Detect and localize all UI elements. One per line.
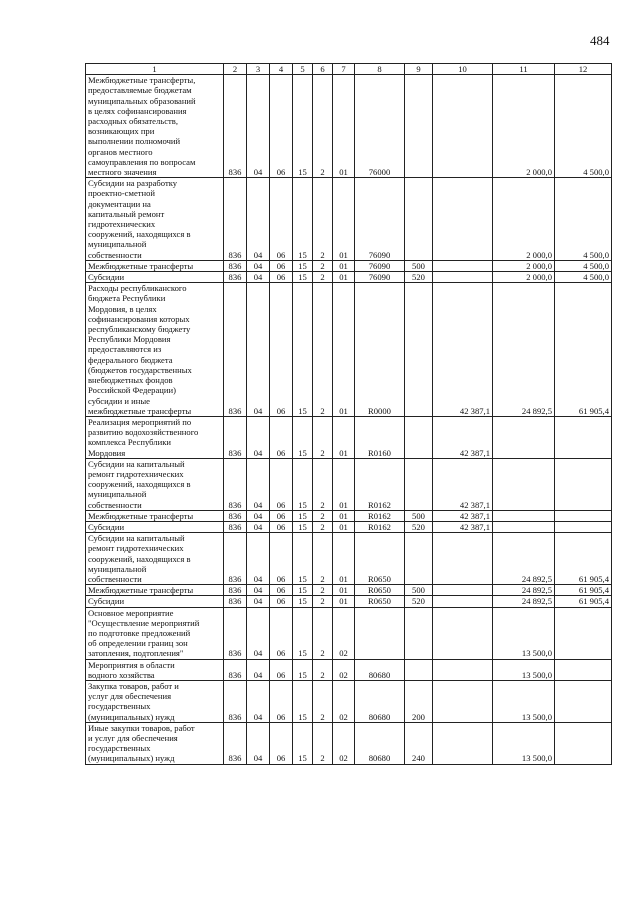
cell-col-6: 2 (313, 272, 333, 283)
row-description: Расходы республиканского бюджета Республики Мордовия, в целях софинансирования которых республиканскому бюджету Республики Мордовия предоставляются из федерального бюджета (бюджетов государственных внебюджетных фондов Российской Федерации) субсидии и иные межбюджетные трансферты (86, 283, 224, 417)
column-header-5: 5 (293, 64, 313, 75)
column-header-8: 8 (355, 64, 405, 75)
row-description: Субсидии (86, 272, 224, 283)
page-number: 484 (590, 33, 610, 48)
cell-col-12: 61 905,4 (555, 533, 612, 585)
cell-col-9: 500 (405, 260, 433, 271)
cell-col-7: 01 (333, 521, 355, 532)
cell-col-9: 200 (405, 680, 433, 722)
cell-col-12 (555, 458, 612, 510)
cell-col-8: R0650 (355, 585, 405, 596)
cell-col-3: 04 (247, 260, 270, 271)
cell-col-5: 15 (293, 659, 313, 680)
cell-col-2: 836 (224, 607, 247, 659)
cell-col-4: 06 (270, 458, 293, 510)
cell-col-2: 836 (224, 283, 247, 417)
cell-col-2: 836 (224, 680, 247, 722)
column-header-1: 1 (86, 64, 224, 75)
table-row (86, 659, 612, 680)
cell-col-3: 04 (247, 416, 270, 458)
cell-col-11: 2 000,0 (493, 75, 555, 178)
cell-col-7: 02 (333, 680, 355, 722)
cell-col-2: 836 (224, 596, 247, 607)
column-header-2: 2 (224, 64, 247, 75)
table-row (86, 521, 612, 532)
cell-col-9: 500 (405, 510, 433, 521)
table-row (86, 607, 612, 659)
row-description: Закупка товаров, работ и услуг для обеспечения государственных (муниципальных) нужд (86, 680, 224, 722)
cell-col-9: 240 (405, 722, 433, 764)
cell-col-6: 2 (313, 585, 333, 596)
cell-col-9 (405, 416, 433, 458)
cell-col-11: 2 000,0 (493, 272, 555, 283)
cell-col-3: 04 (247, 272, 270, 283)
cell-col-5: 15 (293, 533, 313, 585)
cell-col-7: 01 (333, 178, 355, 261)
cell-col-11: 13 500,0 (493, 680, 555, 722)
cell-col-11: 24 892,5 (493, 596, 555, 607)
cell-col-7: 01 (333, 596, 355, 607)
cell-col-8: R0160 (355, 416, 405, 458)
row-description: Межбюджетные трансферты (86, 585, 224, 596)
cell-col-3: 04 (247, 659, 270, 680)
cell-col-4: 06 (270, 272, 293, 283)
cell-col-2: 836 (224, 585, 247, 596)
cell-col-10 (433, 585, 493, 596)
cell-col-6: 2 (313, 596, 333, 607)
cell-col-2: 836 (224, 533, 247, 585)
cell-col-7: 01 (333, 585, 355, 596)
cell-col-2: 836 (224, 510, 247, 521)
row-description: Межбюджетные трансферты (86, 260, 224, 271)
cell-col-10: 42 387,1 (433, 458, 493, 510)
cell-col-3: 04 (247, 510, 270, 521)
cell-col-8: 76000 (355, 75, 405, 178)
table-row (86, 416, 612, 458)
table-row (86, 178, 612, 261)
cell-col-9: 500 (405, 585, 433, 596)
row-description: Межбюджетные трансферты, предоставляемые бюджетам муниципальных образований в целях софинансирования расходных обязательств, возникающих при выполнении полномочий органов местного самоуправления по вопросам местного значения (86, 75, 224, 178)
cell-col-12 (555, 722, 612, 764)
column-header-11: 11 (493, 64, 555, 75)
cell-col-11: 2 000,0 (493, 178, 555, 261)
cell-col-9 (405, 458, 433, 510)
cell-col-11 (493, 416, 555, 458)
cell-col-12: 4 500,0 (555, 272, 612, 283)
row-description: Иные закупки товаров, работ и услуг для обеспечения государственных (муниципальных) нужд (86, 722, 224, 764)
cell-col-12: 4 500,0 (555, 75, 612, 178)
cell-col-4: 06 (270, 607, 293, 659)
cell-col-3: 04 (247, 178, 270, 261)
cell-col-6: 2 (313, 722, 333, 764)
cell-col-5: 15 (293, 596, 313, 607)
cell-col-5: 15 (293, 585, 313, 596)
cell-col-7: 01 (333, 416, 355, 458)
cell-col-8: R0162 (355, 458, 405, 510)
row-description: Субсидии на разработку проектно-сметной документации на капитальный ремонт гидротехнических сооружений, находящихся в муниципальной собственности (86, 178, 224, 261)
cell-col-8: R0000 (355, 283, 405, 417)
budget-table (85, 63, 612, 765)
row-description: Субсидии на капитальный ремонт гидротехнических сооружений, находящихся в муниципальной собственности (86, 533, 224, 585)
cell-col-6: 2 (313, 75, 333, 178)
cell-col-7: 01 (333, 272, 355, 283)
column-header-3: 3 (247, 64, 270, 75)
cell-col-10: 42 387,1 (433, 416, 493, 458)
cell-col-12: 61 905,4 (555, 585, 612, 596)
table-row (86, 722, 612, 764)
table-row (86, 533, 612, 585)
cell-col-7: 01 (333, 283, 355, 417)
cell-col-12 (555, 521, 612, 532)
cell-col-5: 15 (293, 416, 313, 458)
cell-col-5: 15 (293, 680, 313, 722)
cell-col-6: 2 (313, 283, 333, 417)
cell-col-2: 836 (224, 260, 247, 271)
cell-col-11 (493, 458, 555, 510)
cell-col-2: 836 (224, 416, 247, 458)
cell-col-12: 61 905,4 (555, 283, 612, 417)
cell-col-10 (433, 272, 493, 283)
cell-col-12 (555, 416, 612, 458)
cell-col-3: 04 (247, 458, 270, 510)
row-description: Межбюджетные трансферты (86, 510, 224, 521)
cell-col-11: 2 000,0 (493, 260, 555, 271)
cell-col-4: 06 (270, 521, 293, 532)
row-description: Субсидии на капитальный ремонт гидротехнических сооружений, находящихся в муниципальной собственности (86, 458, 224, 510)
cell-col-11 (493, 510, 555, 521)
cell-col-5: 15 (293, 607, 313, 659)
cell-col-11: 24 892,5 (493, 283, 555, 417)
row-description: Реализация мероприятий по развитию водохозяйственного комплекса Республики Мордовия (86, 416, 224, 458)
cell-col-6: 2 (313, 521, 333, 532)
column-header-7: 7 (333, 64, 355, 75)
cell-col-6: 2 (313, 260, 333, 271)
cell-col-3: 04 (247, 75, 270, 178)
cell-col-11: 24 892,5 (493, 585, 555, 596)
cell-col-12 (555, 680, 612, 722)
cell-col-3: 04 (247, 533, 270, 585)
cell-col-7: 01 (333, 533, 355, 585)
cell-col-2: 836 (224, 458, 247, 510)
cell-col-3: 04 (247, 283, 270, 417)
cell-col-5: 15 (293, 722, 313, 764)
cell-col-6: 2 (313, 680, 333, 722)
cell-col-9: 520 (405, 596, 433, 607)
cell-col-8: R0650 (355, 596, 405, 607)
cell-col-5: 15 (293, 283, 313, 417)
table-row (86, 680, 612, 722)
cell-col-6: 2 (313, 178, 333, 261)
table-row (86, 75, 612, 178)
cell-col-2: 836 (224, 659, 247, 680)
cell-col-3: 04 (247, 680, 270, 722)
cell-col-3: 04 (247, 596, 270, 607)
cell-col-4: 06 (270, 680, 293, 722)
column-header-10: 10 (433, 64, 493, 75)
cell-col-7: 01 (333, 458, 355, 510)
cell-col-12: 4 500,0 (555, 260, 612, 271)
row-description: Основное мероприятие "Осуществление мероприятий по подготовке предложений об определении границ зон затопления, подтопления" (86, 607, 224, 659)
cell-col-10 (433, 596, 493, 607)
row-description: Субсидии (86, 521, 224, 532)
cell-col-11 (493, 521, 555, 532)
cell-col-9 (405, 178, 433, 261)
cell-col-2: 836 (224, 521, 247, 532)
cell-col-12: 4 500,0 (555, 178, 612, 261)
cell-col-10: 42 387,1 (433, 521, 493, 532)
cell-col-4: 06 (270, 533, 293, 585)
cell-col-7: 01 (333, 75, 355, 178)
cell-col-4: 06 (270, 585, 293, 596)
cell-col-10 (433, 533, 493, 585)
cell-col-4: 06 (270, 416, 293, 458)
cell-col-9: 520 (405, 521, 433, 532)
cell-col-7: 02 (333, 607, 355, 659)
cell-col-5: 15 (293, 521, 313, 532)
cell-col-11: 13 500,0 (493, 722, 555, 764)
cell-col-10: 42 387,1 (433, 510, 493, 521)
cell-col-10: 42 387,1 (433, 283, 493, 417)
table-row (86, 260, 612, 271)
cell-col-9: 520 (405, 272, 433, 283)
cell-col-4: 06 (270, 659, 293, 680)
cell-col-10 (433, 75, 493, 178)
cell-col-5: 15 (293, 75, 313, 178)
cell-col-10 (433, 680, 493, 722)
cell-col-12 (555, 607, 612, 659)
cell-col-11: 24 892,5 (493, 533, 555, 585)
table-row (86, 510, 612, 521)
cell-col-6: 2 (313, 416, 333, 458)
table-row (86, 585, 612, 596)
cell-col-6: 2 (313, 510, 333, 521)
cell-col-9 (405, 283, 433, 417)
cell-col-3: 04 (247, 521, 270, 532)
cell-col-9 (405, 659, 433, 680)
cell-col-3: 04 (247, 607, 270, 659)
table-row (86, 272, 612, 283)
row-description: Мероприятия в области водного хозяйства (86, 659, 224, 680)
cell-col-4: 06 (270, 178, 293, 261)
cell-col-2: 836 (224, 722, 247, 764)
cell-col-8: R0162 (355, 521, 405, 532)
cell-col-10 (433, 722, 493, 764)
cell-col-8: R0650 (355, 533, 405, 585)
cell-col-8: 80680 (355, 659, 405, 680)
cell-col-5: 15 (293, 272, 313, 283)
cell-col-11: 13 500,0 (493, 607, 555, 659)
cell-col-6: 2 (313, 533, 333, 585)
cell-col-7: 02 (333, 659, 355, 680)
cell-col-4: 06 (270, 722, 293, 764)
column-header-9: 9 (405, 64, 433, 75)
cell-col-8: 76090 (355, 272, 405, 283)
cell-col-8: 80680 (355, 680, 405, 722)
cell-col-5: 15 (293, 458, 313, 510)
cell-col-10 (433, 178, 493, 261)
cell-col-7: 01 (333, 510, 355, 521)
cell-col-8: 80680 (355, 722, 405, 764)
cell-col-8 (355, 607, 405, 659)
cell-col-4: 06 (270, 596, 293, 607)
cell-col-8: R0162 (355, 510, 405, 521)
cell-col-6: 2 (313, 659, 333, 680)
cell-col-10 (433, 607, 493, 659)
table-row (86, 283, 612, 417)
cell-col-4: 06 (270, 283, 293, 417)
cell-col-9 (405, 533, 433, 585)
cell-col-2: 836 (224, 75, 247, 178)
cell-col-10 (433, 659, 493, 680)
header-row (86, 64, 612, 75)
cell-col-6: 2 (313, 458, 333, 510)
cell-col-2: 836 (224, 178, 247, 261)
table-row (86, 596, 612, 607)
cell-col-12: 61 905,4 (555, 596, 612, 607)
cell-col-3: 04 (247, 722, 270, 764)
cell-col-12 (555, 510, 612, 521)
cell-col-8: 76090 (355, 260, 405, 271)
row-description: Субсидии (86, 596, 224, 607)
cell-col-9 (405, 607, 433, 659)
cell-col-11: 13 500,0 (493, 659, 555, 680)
cell-col-12 (555, 659, 612, 680)
column-header-4: 4 (270, 64, 293, 75)
cell-col-9 (405, 75, 433, 178)
cell-col-4: 06 (270, 75, 293, 178)
cell-col-5: 15 (293, 260, 313, 271)
cell-col-2: 836 (224, 272, 247, 283)
cell-col-5: 15 (293, 510, 313, 521)
column-header-6: 6 (313, 64, 333, 75)
cell-col-4: 06 (270, 260, 293, 271)
cell-col-7: 01 (333, 260, 355, 271)
cell-col-6: 2 (313, 607, 333, 659)
cell-col-8: 76090 (355, 178, 405, 261)
cell-col-10 (433, 260, 493, 271)
cell-col-5: 15 (293, 178, 313, 261)
cell-col-7: 02 (333, 722, 355, 764)
column-header-12: 12 (555, 64, 612, 75)
table-row (86, 458, 612, 510)
cell-col-4: 06 (270, 510, 293, 521)
cell-col-3: 04 (247, 585, 270, 596)
